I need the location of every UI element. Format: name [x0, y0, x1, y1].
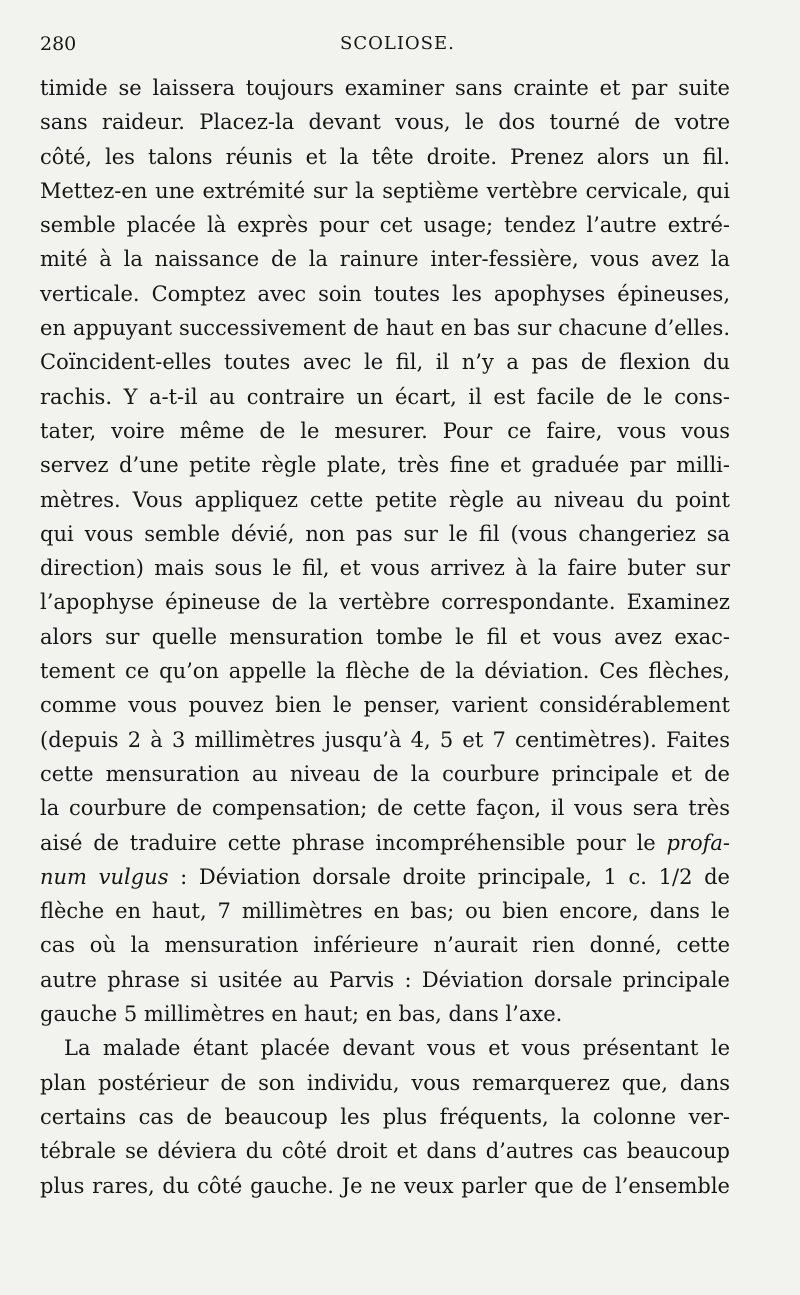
- text-line: qui vous semble dévié, non pas sur le fil (vous changeriez sa: [40, 521, 730, 546]
- text-line: semble placée là exprès pour cet usage; tendez l’autre extré-: [40, 213, 730, 238]
- text-line: timide se laissera toujours examiner sans crainte et par suite: [40, 76, 730, 100]
- text-line: en appuyant successivement de haut en bas sur chacune d’elles.: [40, 316, 730, 341]
- text-line: plan postérieur de son individu, vous remarquerez que, dans: [40, 1070, 730, 1095]
- paragraph-2: [40, 1031, 730, 1202]
- text-line: cas où la mensuration inférieure n’aurait rien donné, cette: [40, 933, 730, 958]
- italic-phrase: profa-: [666, 830, 730, 855]
- text-line: La malade étant placée devant vous et vous présentant le: [64, 1036, 730, 1061]
- text-line: la courbure de compensation; de cette façon, il vous sera très: [40, 796, 730, 821]
- page-header: [40, 33, 740, 63]
- text-line: alors sur quelle mensuration tombe le fil et vous avez exac-: [40, 624, 730, 649]
- text-line: mité à la naissance de la rainure inter-fessière, vous avez la: [40, 247, 730, 272]
- text-line: verticale. Comptez avec soin toutes les apophyses épineuses,: [40, 281, 730, 306]
- text-line: (depuis 2 à 3 millimètres jusqu’à 4, 5 et 7 centimètres). Faites: [40, 727, 730, 752]
- text-line: côté, les talons réunis et la tête droite. Prenez alors un fil.: [40, 144, 730, 169]
- text-line: tater, voire même de le mesurer. Pour ce faire, vous vous: [40, 418, 730, 443]
- text-line: plus rares, du côté gauche. Je ne veux parler que de l’ensemble: [40, 1173, 730, 1198]
- text-line: aisé de traduire cette phrase incompréhensible pour le profa-: [40, 830, 730, 855]
- text-line: servez d’une petite règle plate, très fine et graduée par milli-: [40, 453, 730, 478]
- text-line: certains cas de beaucoup les plus fréquents, la colonne ver-: [40, 1104, 730, 1129]
- text-line: comme vous pouvez bien le penser, varient considérablement: [40, 693, 730, 718]
- page-number: 280: [40, 33, 77, 55]
- text-line: tement ce qu’on appelle la flèche de la déviation. Ces flèches,: [40, 659, 730, 684]
- text-line: autre phrase si usitée au Parvis : Déviation dorsale principale: [40, 967, 730, 992]
- text-line: Mettez-en une extrémité sur la septième vertèbre cervicale, qui: [40, 178, 730, 203]
- text-line: tébrale se déviera du côté droit et dans d’autres cas beaucoup: [40, 1139, 730, 1164]
- text-line: flèche en haut, 7 millimètres en bas; ou bien encore, dans le: [40, 899, 730, 924]
- text-line: l’apophyse épineuse de la vertèbre correspondante. Examinez: [40, 590, 730, 615]
- text-line: sans raideur. Placez-la devant vous, le dos tourné de votre: [40, 110, 730, 135]
- running-title: SCOLIOSE.: [340, 33, 455, 54]
- text-line: direction) mais sous le fil, et vous arrivez à la faire buter sur: [40, 556, 730, 581]
- text-line: num vulgus : Déviation dorsale droite principale, 1 c. 1/2 de: [40, 864, 730, 889]
- text-line: cette mensuration au niveau de la courbure principale et de: [40, 761, 730, 786]
- paragraph-1: [40, 71, 730, 1031]
- text-line: gauche 5 millimètres en haut; en bas, dans l’axe.: [40, 1002, 563, 1027]
- text-line: mètres. Vous appliquez cette petite règle au niveau du point: [40, 487, 730, 512]
- text-line: Coïncident-elles toutes avec le fil, il n’y a pas de flexion du: [40, 350, 730, 375]
- italic-phrase: num vulgus: [40, 864, 169, 889]
- body-text: [40, 71, 730, 1203]
- text-line: rachis. Y a-t-il au contraire un écart, il est facile de le cons-: [40, 384, 730, 409]
